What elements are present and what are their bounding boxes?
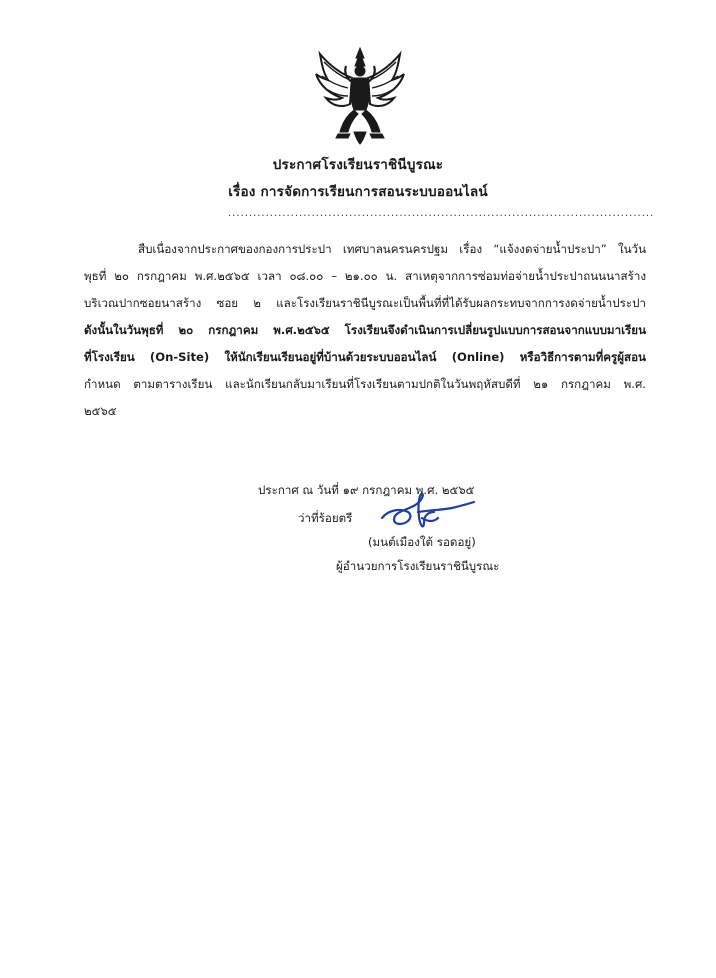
body-line: พุธที่ ๒๐ กรกฎาคม พ.ศ.๒๕๖๕ เวลา ๐๘.๐๐ – ๒๑.๐๐ น. สาเหตุจากการซ่อมท่อจ่ายน้ำประปาถนนนาสร้าง <box>84 269 646 283</box>
body-line: บริเวณปากซอยนาสร้าง ซอย ๒ และโรงเรียนราชินีบูรณะเป็นพื้นที่ที่ได้รับผลกระทบจากการงดจ่ายน้ำประปา <box>84 296 646 310</box>
announcement-date: ประกาศ ณ วันที่ ๑๙ กรกฎาคม พ.ศ. ๒๕๖๕ <box>258 483 475 497</box>
announcement-subject: เรื่อง การจัดการเรียนการสอนระบบออนไลน์ <box>228 184 488 200</box>
body-line: ดังนั้นในวันพุธที่ ๒๐ กรกฎาคม พ.ศ.๒๕๖๕ โรงเรียนจึงดำเนินการเปลี่ยนรูปแบบการสอนจากแบบมาเรียน <box>84 323 646 337</box>
body-line: กำหนด ตามตารางเรียน และนักเรียนกลับมาเรียนที่โรงเรียนตามปกติในวันพฤหัสบดีที่ ๒๑ กรกฎาคม พ.ศ. <box>84 377 646 391</box>
announcement-body <box>84 236 646 425</box>
separator-line: ...................................................................................................... <box>228 208 655 219</box>
garuda-emblem-icon <box>312 44 408 146</box>
signer-rank: ว่าที่ร้อยตรี <box>298 511 353 525</box>
body-line: สืบเนื่องจากประกาศของกองการประปา เทศบาลนครนครปฐม เรื่อง “แจ้งงดจ่ายน้ำประปา” ในวัน <box>138 242 646 256</box>
handwritten-signature-icon <box>378 488 478 534</box>
body-line: ๒๕๖๕ <box>84 404 117 418</box>
signer-name: (มนต์เมืองใต้ รอดอยู่) <box>368 535 476 549</box>
body-line: ที่โรงเรียน (On-Site) ให้นักเรียนเรียนอยู่ที่บ้านด้วยระบบออนไลน์ (Online) หรือวิธีการตามที่ครูผู้สอน <box>84 350 646 364</box>
signer-title: ผู้อำนวยการโรงเรียนราชินีบูรณะ <box>336 559 500 573</box>
announcement-title: ประกาศโรงเรียนราชินีบูรณะ <box>272 157 444 173</box>
